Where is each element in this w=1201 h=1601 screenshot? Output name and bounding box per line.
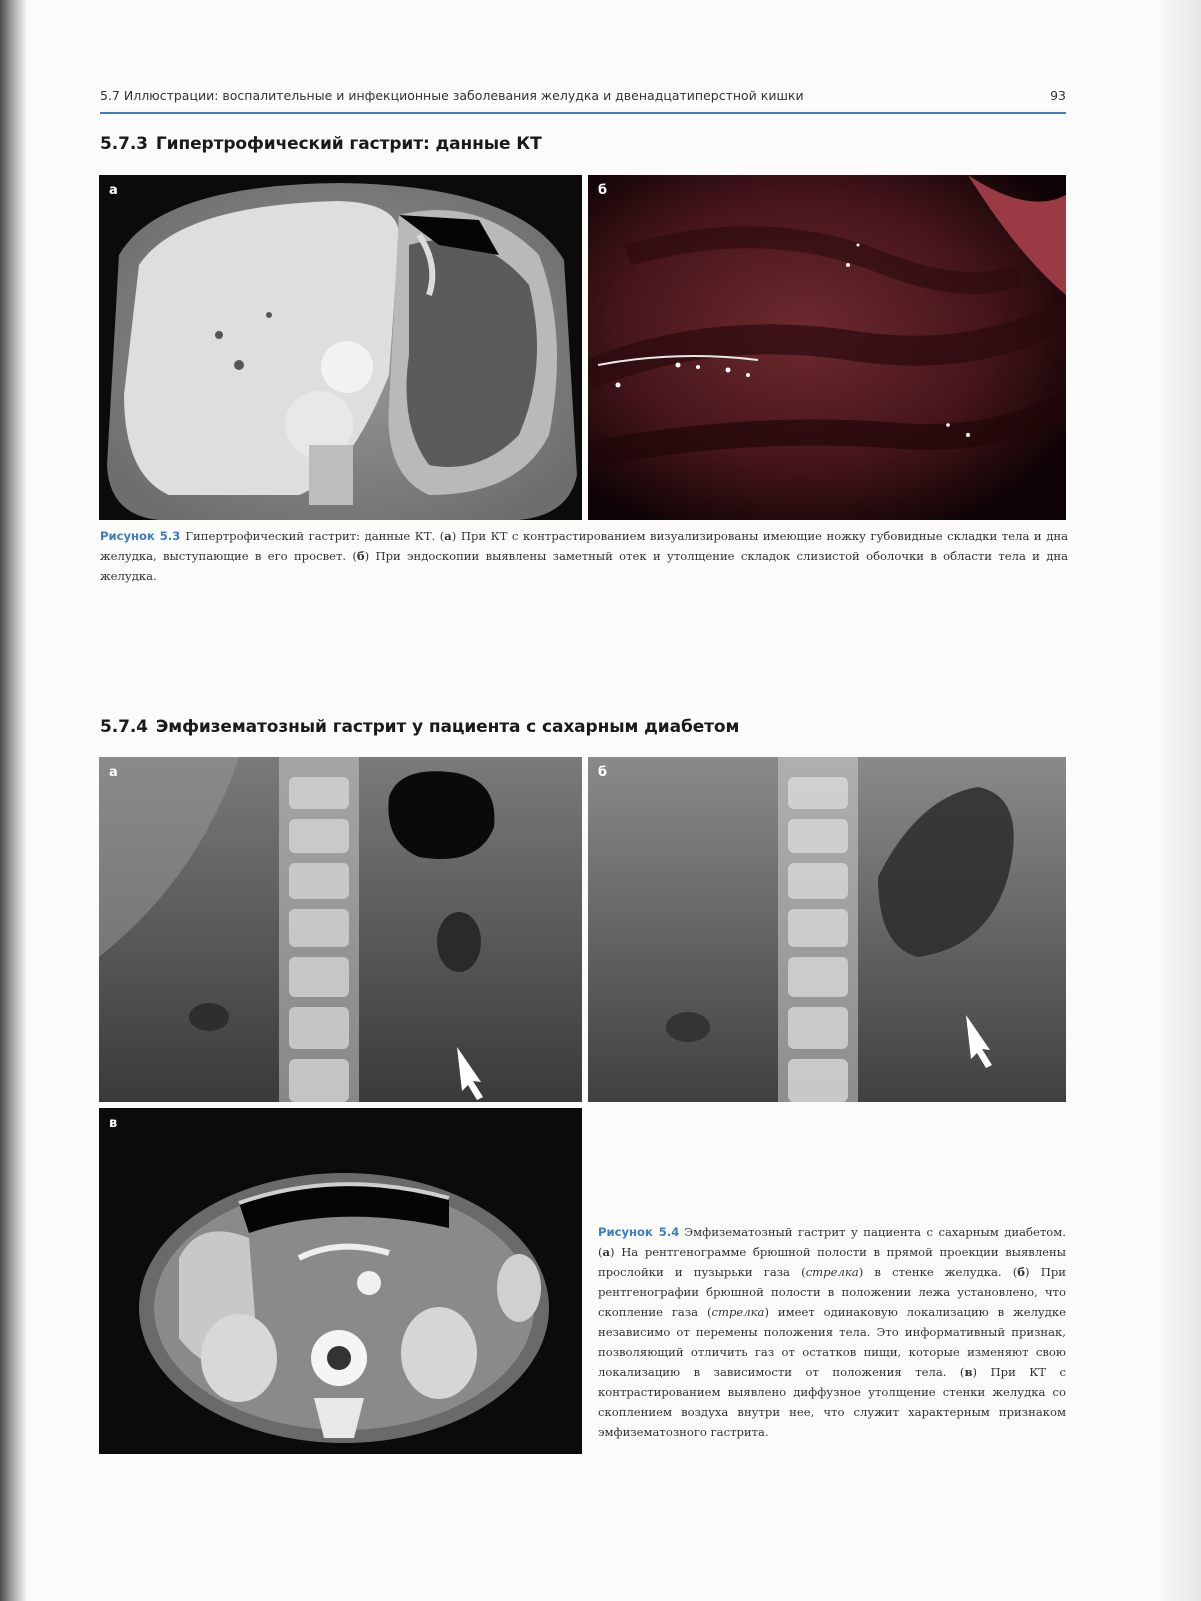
figure-5-3a-ct-image [99,175,582,520]
caption-text: ) При эндоскопии выявлены заметный отек и утолщение складок слизистой оболочки в области тела и дна желудка. [100,549,1068,583]
panel-label-a: а [109,765,118,780]
caption-text: Гипертрофический гастрит: данные КТ. ( [185,529,445,543]
caption-ref-c: в [964,1365,973,1379]
panel-label-b: б [598,183,608,198]
page-edge-shade [1161,0,1201,1601]
caption-ref-a: а [444,529,452,543]
figure-5-4c-ct-image [99,1108,582,1454]
figure-5-4a-xray-image [99,757,582,1102]
figure-label: Рисунок 5.3 [100,529,181,543]
running-title: 5.7 Иллюстрации: воспалительные и инфекционные заболевания желудка и двенадцатиперстной кишки [100,88,804,103]
caption-text: ) имеет одинаковую локализацию в желудке независимо от перемены положения тела. Это информативный признак, позволяющий отличить газ от остатков пищи, которые изменяют свою локализацию в зависимости от положения тела. ( [598,1305,1066,1379]
section-heading-5-7-4 [100,717,739,737]
section-heading-5-7-3 [100,134,542,154]
caption-ref-a: а [602,1245,611,1259]
section-number: 5.7.3 [100,134,148,154]
ct-abdomen-illustration [99,175,582,520]
caption-arrow-ref: стрелка [805,1265,859,1279]
caption-text: ) При рентгенографии брюшной полости в положении лежа установлено, что скопление газа ( [598,1265,1066,1319]
endoscopy-illustration [588,175,1066,520]
panel-label-a: а [109,183,118,198]
caption-arrow-ref: стрелка [711,1305,765,1319]
ct-emphysematous-illustration [99,1108,582,1454]
xray-supine-illustration [588,757,1066,1102]
binding-shadow [0,0,26,1601]
caption-text: ) На рентгенограмме брюшной полости в прямой проекции выявлены прослойки и пузырьки газа ( [598,1245,1066,1279]
figure-5-4b-xray-image [588,757,1066,1102]
header-rule [100,112,1066,114]
figure-5-3b-endoscopy-image [588,175,1066,520]
figure-5-3-caption [100,526,1068,586]
page-number: 93 [1050,88,1066,103]
caption-text: ) При КТ с контрастированием визуализированы имеющие ножку губовидные складки тела и дна желудка, выступающие в его просвет. ( [100,529,1068,563]
caption-ref-b: б [356,549,365,563]
figure-5-4-caption [598,1222,1066,1442]
caption-ref-b: б [1017,1265,1026,1279]
caption-text: ) При КТ с контрастированием выявлено диффузное утолщение стенки желудка со скоплением воздуха внутри нее, что служит характерным признаком эмфизематозного гастрита. [598,1365,1067,1439]
section-title: Эмфизематозный гастрит у пациента с сахарным диабетом [155,717,740,737]
caption-text: Эмфизематозный гастрит у пациента с сахарным диабетом. ( [598,1225,1066,1259]
panel-label-c: в [109,1116,118,1131]
section-title: Гипертрофический гастрит: данные КТ [155,134,542,154]
figure-label: Рисунок 5.4 [598,1225,680,1239]
panel-label-b: б [598,765,608,780]
xray-upright-illustration [99,757,582,1102]
caption-text: ) в стенке желудка. ( [858,1265,1018,1279]
section-number: 5.7.4 [100,717,148,737]
